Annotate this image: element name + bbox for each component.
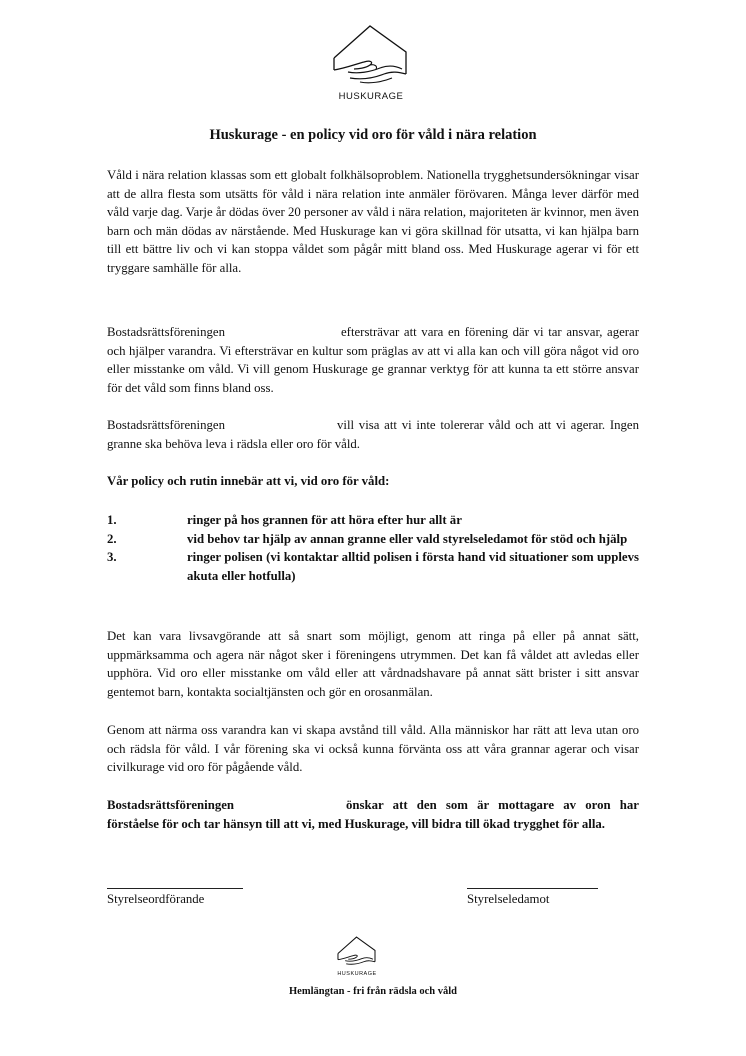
commitment-text: eftersträvar att vara en förening där vi tar ansvar, agerar och hjälper varandra. Vi eftersträvar en kultur som präglas av att vi alla kan och vill göra något vid oro eller misstanke om våld. Vi vill genom Huskurage ge grannar verktyg för att kunna ta ett större ansvar för det våld som finns bland oss.: [107, 325, 639, 395]
page-title: Huskurage - en policy vid oro för våld i nära relation: [209, 127, 537, 143]
logo-wordmark: HUSKURAGE: [338, 91, 404, 102]
association-name-lead: Bostadsrättsföreningen: [107, 418, 225, 432]
recipient-paragraph: [107, 796, 639, 833]
step-text: vid behov tar hjälp av annan granne eller vald styrelseledamot för stöd och hjälp: [187, 531, 628, 546]
policy-heading: Vår policy och rutin innebär att vi, vid oro för våld:: [107, 474, 390, 488]
huskurage-logo: [330, 22, 412, 106]
closeness-paragraph: Genom att närma oss varandra kan vi skapa avstånd till våld. Alla människor har rätt att leva utan oro och rädsla för våld. I vår förening ska vi också kunna förvänta oss att våra grannar agerar och visar civilkurage vid oro för pågående våld.: [107, 723, 639, 775]
recipient-text: önskar att den som är mottagare av oron har förståelse för och tar hänsyn till att vi, med Huskurage, vill bidra till ökad trygghet för alla.: [107, 798, 639, 831]
association-name-lead: Bostadsrättsföreningen: [107, 325, 225, 339]
tolerance-text: vill visa att vi inte tolererar våld och att vi agerar. Ingen granne ska behöva leva i rädsla eller oro för våld.: [107, 418, 639, 451]
association-name-lead: Bostadsrättsföreningen: [107, 798, 235, 812]
logo-wordmark: HUSKURAGE: [337, 971, 377, 977]
list-item: [107, 530, 639, 549]
signature-line-chair: [107, 888, 243, 889]
house-hands-icon: [335, 935, 379, 971]
footer-tagline: Hemlängtan - fri från rädsla och våld: [289, 986, 457, 997]
signature-label-chair: Styrelseordförande: [107, 892, 205, 906]
step-number: 1.: [107, 513, 117, 527]
intro-paragraph: Våld i nära relation klassas som ett globalt folkhälsoproblem. Nationella trygghetsundersökningar visar att de allra flesta som utsätts för våld i nära relation inte anmäler förövaren. Många lever därför med våld varje dag. Varje år dödas över 20 personer av våld i nära relation, majoriteten är kvinnor, men även barn och män dödas av närstående. Med Huskurage kan vi göra skillnad för utsatta, vi kan hjälpa barn till ett bättre liv och vi kan stoppa våldet som pågår mitt bland oss. Med Huskurage agerar vi för ett tryggare samhälle för alla.: [107, 168, 639, 275]
step-number: 3.: [107, 550, 117, 565]
huskurage-logo-small: [335, 935, 379, 981]
policy-steps-list: [107, 511, 639, 585]
signature-line-member: [467, 888, 598, 889]
tolerance-paragraph: [107, 416, 639, 453]
house-hands-icon: [330, 22, 412, 92]
step-number: 2.: [107, 531, 117, 546]
list-item: [107, 511, 639, 530]
step-text: ringer polisen (vi kontaktar alltid polisen i första hand vid situationer som upplevs akuta eller hotfulla): [187, 550, 639, 583]
signature-label-member: Styrelseledamot: [467, 892, 550, 906]
step-text: ringer på hos grannen för att höra efter hur allt är: [187, 513, 462, 527]
list-item: [107, 548, 639, 585]
urgency-paragraph: Det kan vara livsavgörande att så snart som möjligt, genom att ringa på eller på annat sätt, uppmärksamma och agera när något sker i föreningens utrymmen. Det kan få våldet att avledas eller upphöra. Vid oro eller misstanke om våld eller att vårdnadshavare på annat sätt brister i sitt ansvar gentemot barn, kontakta socialtjänsten och gör en orosanmälan.: [107, 629, 639, 699]
commitment-paragraph: [107, 323, 639, 397]
